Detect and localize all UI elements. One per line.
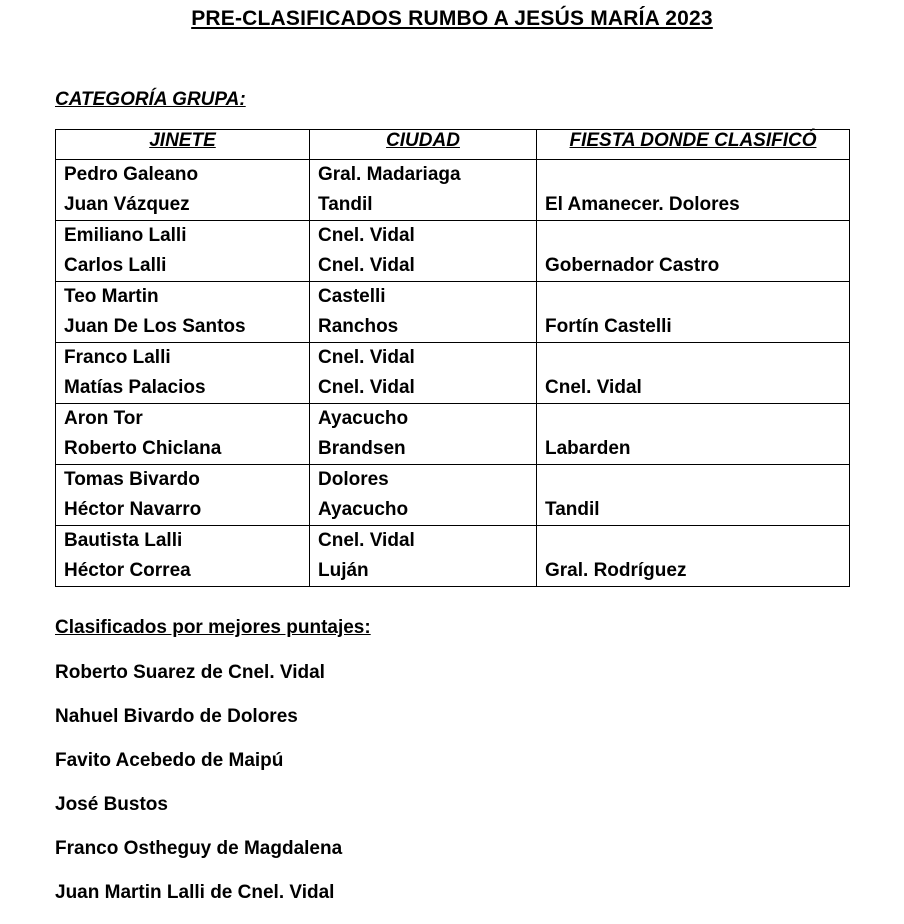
cities-cell xyxy=(310,343,537,404)
rider-name: Aron Tor xyxy=(64,408,143,429)
document-title: PRE-CLASIFICADOS RUMBO A JESÚS MARÍA 2023 xyxy=(191,7,713,30)
city-name: Ranchos xyxy=(318,316,399,337)
city-name: Dolores xyxy=(318,469,389,490)
fiesta-name: Gobernador Castro xyxy=(545,255,720,276)
fiesta-name: Labarden xyxy=(545,438,631,459)
table-row xyxy=(56,526,850,587)
fiesta-name: Cnel. Vidal xyxy=(545,377,642,398)
riders-cell xyxy=(56,221,310,282)
rider-name: Franco Lalli xyxy=(64,347,171,368)
rider-name: Bautista Lalli xyxy=(64,530,183,551)
header-ciudad: CIUDAD xyxy=(310,130,537,160)
header-jinete: JINETE xyxy=(56,130,310,160)
fiesta-cell xyxy=(537,160,850,221)
riders-cell xyxy=(56,465,310,526)
riders-cell xyxy=(56,526,310,587)
rider-name: Carlos Lalli xyxy=(64,255,167,276)
fiesta-name: El Amanecer. Dolores xyxy=(545,194,740,215)
riders-cell xyxy=(56,160,310,221)
rider-name: Héctor Correa xyxy=(64,560,191,581)
rider-name: Juan Vázquez xyxy=(64,194,190,215)
cities-cell xyxy=(310,282,537,343)
cities-cell xyxy=(310,221,537,282)
table-row xyxy=(56,343,850,404)
table-row xyxy=(56,465,850,526)
table-row xyxy=(56,282,850,343)
list-item: Nahuel Bivardo de Dolores xyxy=(55,706,298,727)
rider-name: Pedro Galeano xyxy=(64,164,199,185)
fiesta-cell xyxy=(537,221,850,282)
city-name: Cnel. Vidal xyxy=(318,377,415,398)
rider-name: Matías Palacios xyxy=(64,377,206,398)
city-name: Brandsen xyxy=(318,438,406,459)
fiesta-name: Fortín Castelli xyxy=(545,316,672,337)
rider-name: Teo Martin xyxy=(64,286,159,307)
category-heading: CATEGORÍA GRUPA: xyxy=(55,89,246,110)
fiesta-cell xyxy=(537,526,850,587)
fiesta-name: Gral. Rodríguez xyxy=(545,560,687,581)
cities-cell xyxy=(310,465,537,526)
header-fiesta: FIESTA DONDE CLASIFICÓ xyxy=(537,130,850,160)
cities-cell xyxy=(310,526,537,587)
classified-table xyxy=(55,129,850,587)
best-scores-list xyxy=(55,659,342,923)
fiesta-name: Tandil xyxy=(545,499,600,520)
cities-cell xyxy=(310,160,537,221)
riders-cell xyxy=(56,404,310,465)
rider-name: Roberto Chiclana xyxy=(64,438,222,459)
list-item: Favito Acebedo de Maipú xyxy=(55,750,284,771)
rider-name: Héctor Navarro xyxy=(64,499,202,520)
table-row xyxy=(56,221,850,282)
fiesta-cell xyxy=(537,343,850,404)
city-name: Ayacucho xyxy=(318,499,409,520)
riders-cell xyxy=(56,343,310,404)
best-scores-heading: Clasificados por mejores puntajes: xyxy=(55,617,371,638)
fiesta-cell xyxy=(537,282,850,343)
city-name: Luján xyxy=(318,560,369,581)
table-row xyxy=(56,404,850,465)
city-name: Ayacucho xyxy=(318,408,409,429)
rider-name: Juan De Los Santos xyxy=(64,316,246,337)
list-item: José Bustos xyxy=(55,794,168,815)
rider-name: Emiliano Lalli xyxy=(64,225,187,246)
list-item: Juan Martin Lalli de Cnel. Vidal xyxy=(55,882,335,903)
city-name: Tandil xyxy=(318,194,373,215)
riders-cell xyxy=(56,282,310,343)
city-name: Cnel. Vidal xyxy=(318,225,415,246)
city-name: Cnel. Vidal xyxy=(318,530,415,551)
city-name: Cnel. Vidal xyxy=(318,255,415,276)
cities-cell xyxy=(310,404,537,465)
list-item: Roberto Suarez de Cnel. Vidal xyxy=(55,662,325,683)
list-item: Franco Ostheguy de Magdalena xyxy=(55,838,343,859)
fiesta-cell xyxy=(537,465,850,526)
table-row xyxy=(56,160,850,221)
city-name: Castelli xyxy=(318,286,386,307)
fiesta-cell xyxy=(537,404,850,465)
city-name: Gral. Madariaga xyxy=(318,164,461,185)
rider-name: Tomas Bivardo xyxy=(64,469,200,490)
city-name: Cnel. Vidal xyxy=(318,347,415,368)
table-header-row xyxy=(56,130,850,160)
